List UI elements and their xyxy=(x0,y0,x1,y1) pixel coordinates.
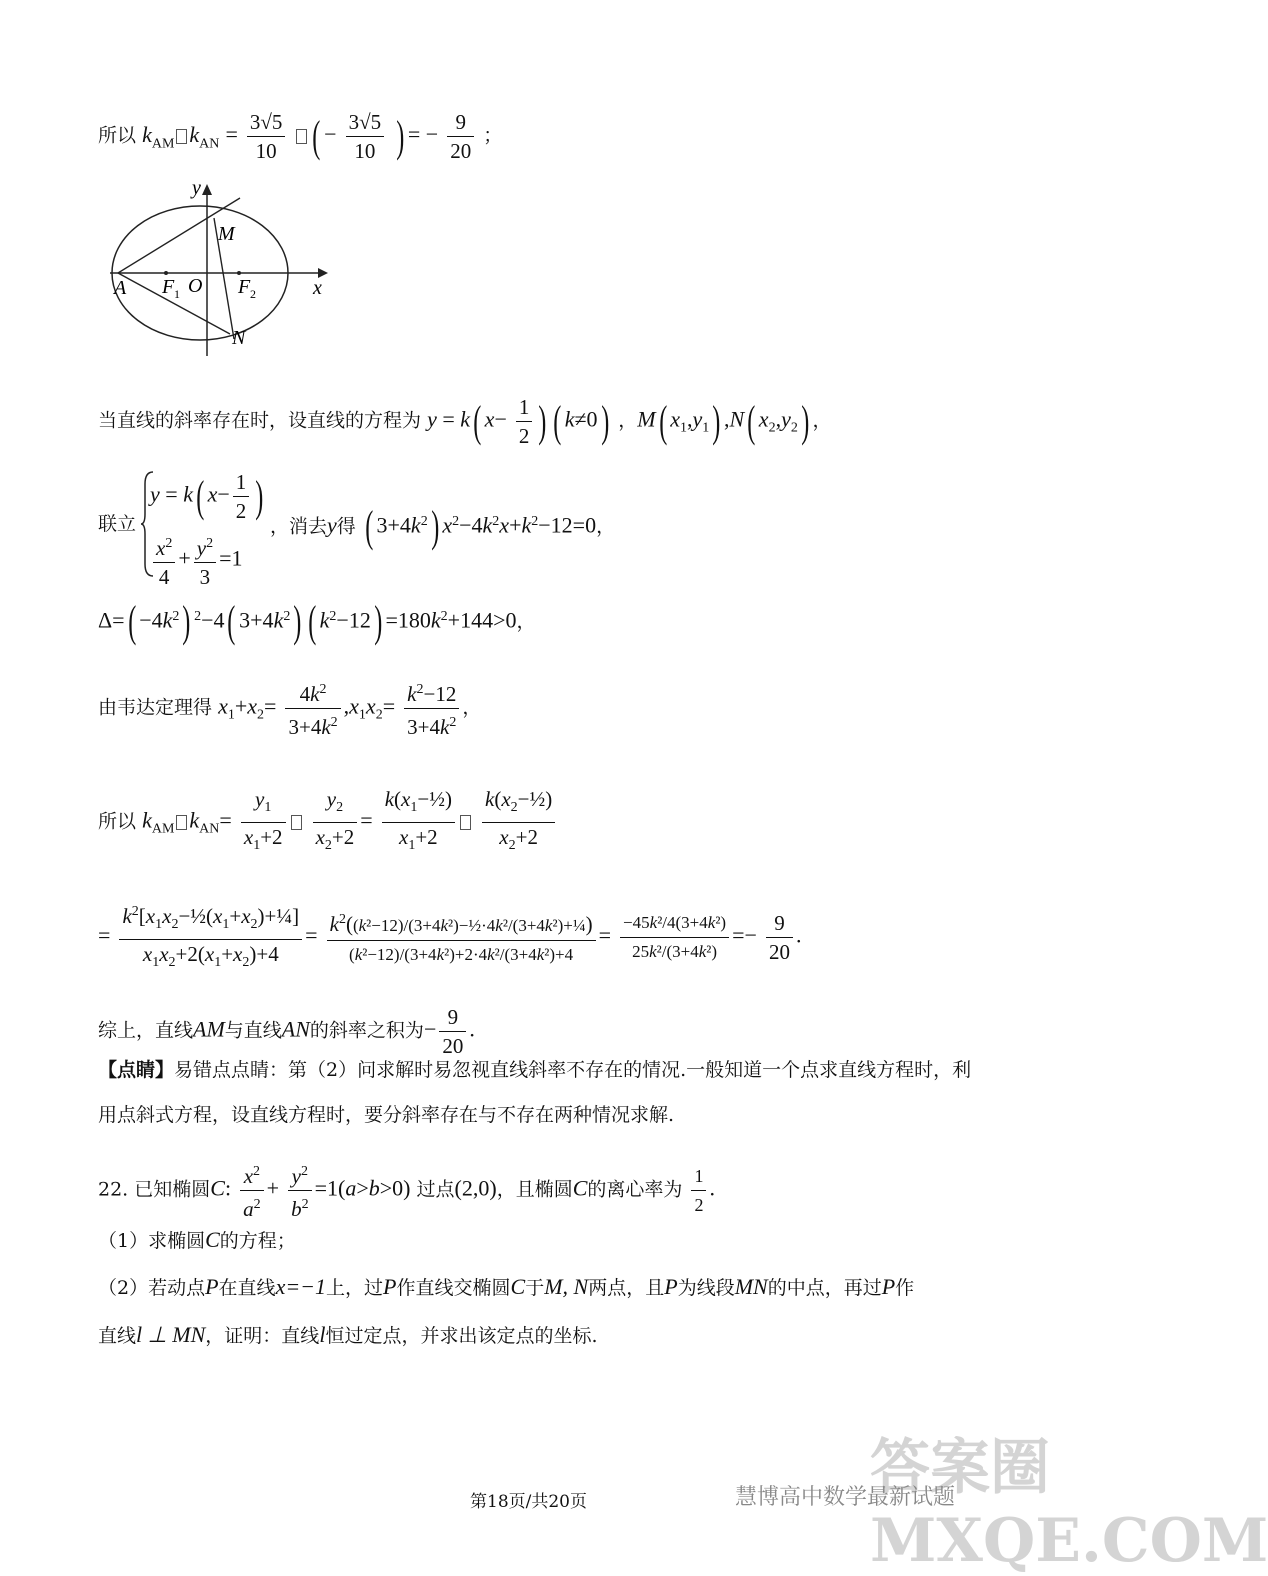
svg-text:1: 1 xyxy=(174,287,180,301)
line-6: 所以 $k_{AM}$ $k_{AN}=$ $\frac{y_1}{x_1+2}$ $\frac{y_2}{x_2+2}$ = $\frac{k(x_1-\frac{1}{2})}{x_1+2}$ $\frac{k(x_2-\frac{1}{2})}{x_2+2}$ xyxy=(98,785,558,860)
frac-a: $\frac{3√5}{10}$ xyxy=(247,108,286,165)
label-M: M xyxy=(218,223,235,245)
watermark-logo: 答案圈 MXQE.COM xyxy=(870,1433,1268,1576)
label-F2: F xyxy=(238,276,251,298)
formula-kam-kan: $k_{AM}$ $k_{AN}$ xyxy=(142,121,220,151)
line-13: （2）若动点P在直线x=−1上，过P作直线交椭圆C于M, N两点，且P为线段MN的中点，再过P作 xyxy=(98,1274,915,1299)
label-O: O xyxy=(188,275,203,297)
watermark: 慧博高中数学最新试题 xyxy=(735,1485,956,1510)
system-eq-2: $\frac{x^2}{4}$ + $\frac{y^2}{3}$ =1 xyxy=(150,530,243,591)
line-11: 22. 已知椭圆C: $\frac{x^2}{a^2}$ + $\frac{y^2}{b^2}$ =1(a>b>0) 过点(2,0)，且椭圆C的离心率为 $\frac{1}{2}$ . xyxy=(98,1158,715,1223)
frac-b: $\frac{3√5}{10}$ xyxy=(346,108,385,165)
text: 所以 xyxy=(98,124,137,147)
line-7: = $\frac{k^2[x_1x_2-\frac{1}{2}(x_1+x_2)+\frac{1}{4}]}{x_1x_2+2(x_1+x_2)+4}$ = $\frac{k^2((k^2-12)/(3+4k^2)-\frac{1}{2}\cdot 4k^2/(3+4k^2)+\frac{1}{4})}{\text{(k²−12)/(3+4k²)+2·4k²/(3+4k²)+4}}$ = $\frac{\text{−45k²/4(3+4k²)}}{\text{25k²/(3+4k²)}}$ =− $\frac{9}{20}$ . xyxy=(98,898,801,977)
line-5: 由韦达定理得 $x_1+x_2=$ $\frac{4k^2}{3+4k^2}$ $,x_1x_2=$ $\frac{k^2-12}{3+4k^2}$ ， xyxy=(98,676,481,741)
label-N: N xyxy=(232,327,246,349)
label-A: A xyxy=(114,277,127,299)
frac-c: $\frac{9}{20}$ xyxy=(447,108,474,165)
line-2: 当直线的斜率存在时，设直线的方程为 y = k( x− $\frac{1}{2}$ ) ( k≠0) ，M( $x_1,y_1$) ,N( $x_2,y_2$) ， xyxy=(98,395,832,448)
text: 当直线的斜率存在时，设直线的方程为 xyxy=(98,409,422,432)
line-4: $\Delta=( -4k^2)$ $^2$−4( $3+4k^2$) ( $k^2-12) =180k^2+144>0$， xyxy=(98,597,536,647)
line-8: 综上，直线AM与直线AN的斜率之积为− $\frac{9}{20}$ . xyxy=(98,1005,475,1058)
page-footer: 第18页/共20页 xyxy=(470,1492,587,1512)
svg-text:2: 2 xyxy=(250,287,256,301)
line-3-rest: ，消去y得 ( $3+4k^2$) $x^2-4k^2x+k^2-12=0$， xyxy=(270,502,616,552)
label-x: x xyxy=(313,277,322,299)
line-14: 直线l ⊥ MN，证明：直线l恒过定点，并求出该定点的坐标. xyxy=(98,1322,598,1347)
text: ； xyxy=(483,124,503,147)
line-10: 用点斜式方程，设直线方程时，要分斜率存在与不存在两种情况求解. xyxy=(98,1104,675,1126)
label-F1: F xyxy=(162,276,175,298)
label-y: y xyxy=(192,177,201,199)
line-12: （1）求椭圆C的方程； xyxy=(98,1227,296,1252)
line-9: 【点睛】易错点点睛：第（2）问求解时易忽视直线斜率不存在的情况.一般知道一个点求直线方程时，利 xyxy=(98,1059,972,1081)
ellipse-figure xyxy=(108,176,338,360)
line-3-prefix: 联立 xyxy=(98,513,137,535)
line-1: 所以 $k_{AM}$ $k_{AN}$ = $\frac{3√5}{10}$ ( − $\frac{3√5}{10}$ ) = − $\frac{9}{20}$ ； xyxy=(98,110,503,163)
system-eq-1: y = k( x− $\frac{1}{2}$ ) xyxy=(150,470,264,523)
